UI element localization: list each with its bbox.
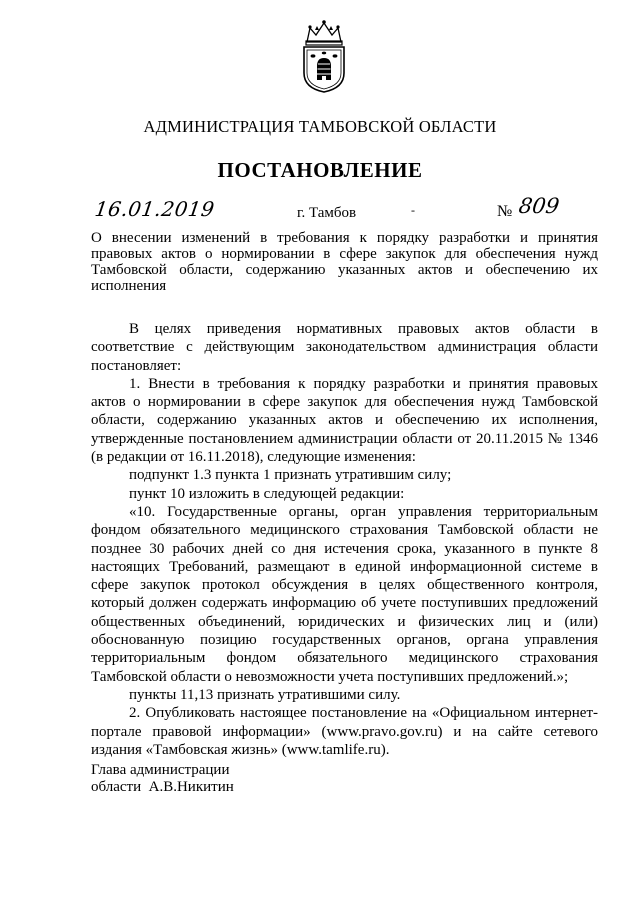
body-paragraph: 1. Внести в требования к порядку разработки и принятия правовых актов о нормировании в сфере закупок для обеспечения нужд Тамбовской области, содержанию указанных актов и обеспечению их исполнения, утвержденные постановлением администрации области от 20.11.2015 № 1346 (в редакции от 16.11.2018), следующие изменения:: [91, 375, 598, 466]
handwritten-date: 16.01.2019: [93, 197, 217, 221]
signature-block: [91, 762, 234, 796]
document-subject: О внесении изменений в требования к порядку разработки и принятия правовых актов о нормировании в сфере закупок для обеспечения нужд Тамбовской области, содержанию указанных актов и обеспечению их исполнения: [91, 230, 598, 294]
header-dash: -: [411, 203, 415, 217]
body-paragraph: «10. Государственные органы, орган управления территориальным фондом обязательного медицинского страхования Тамбовской области не позднее 30 рабочих дней со дня истечения срока, указанного в пункте 8 настоящих Требований, размещают в единой информационной системе в сфере закупок протокол обсуждения в целях общественного контроля, который должен содержать информацию об учете поступивших предложений общественных объединений, юридических и физических лиц и (или) обоснованную позицию государственных органов, органа управления территориальным фондом обязательного медицинского страхования Тамбовской области о невозможности учета поступивших предложений.»;: [91, 503, 598, 685]
body-paragraph: 2. Опубликовать настоящее постановление на «Официальном интернет-портале правовой информации» (www.pravo.gov.ru) и на сайте сетевого издания «Тамбовская жизнь» (www.tamlife.ru).: [91, 705, 598, 758]
city-name: г. Тамбов: [297, 205, 357, 221]
body-paragraph: пункты 11,13 признать утратившими силу.: [129, 686, 401, 703]
coat-of-arms-icon: [297, 18, 351, 94]
document-type-title: ПОСТАНОВЛЕНИЕ: [217, 158, 423, 182]
body-paragraph: подпункт 1.3 пункта 1 признать утратившим силу;: [129, 467, 452, 484]
signature-name: области А.В.Никитин: [91, 779, 234, 795]
document-body: [91, 320, 598, 759]
organization-name: АДМИНИСТРАЦИЯ ТАМБОВСКОЙ ОБЛАСТИ: [143, 117, 497, 136]
number-label: №: [497, 203, 513, 220]
body-paragraph: пункт 10 изложить в следующей редакции:: [129, 485, 405, 502]
handwritten-number: 809: [517, 194, 561, 218]
signature-title: Глава администрации: [91, 762, 230, 778]
body-paragraph: В целях приведения нормативных правовых актов области в соответствие с действующим законодательством администрация области постановляет:: [91, 321, 598, 374]
